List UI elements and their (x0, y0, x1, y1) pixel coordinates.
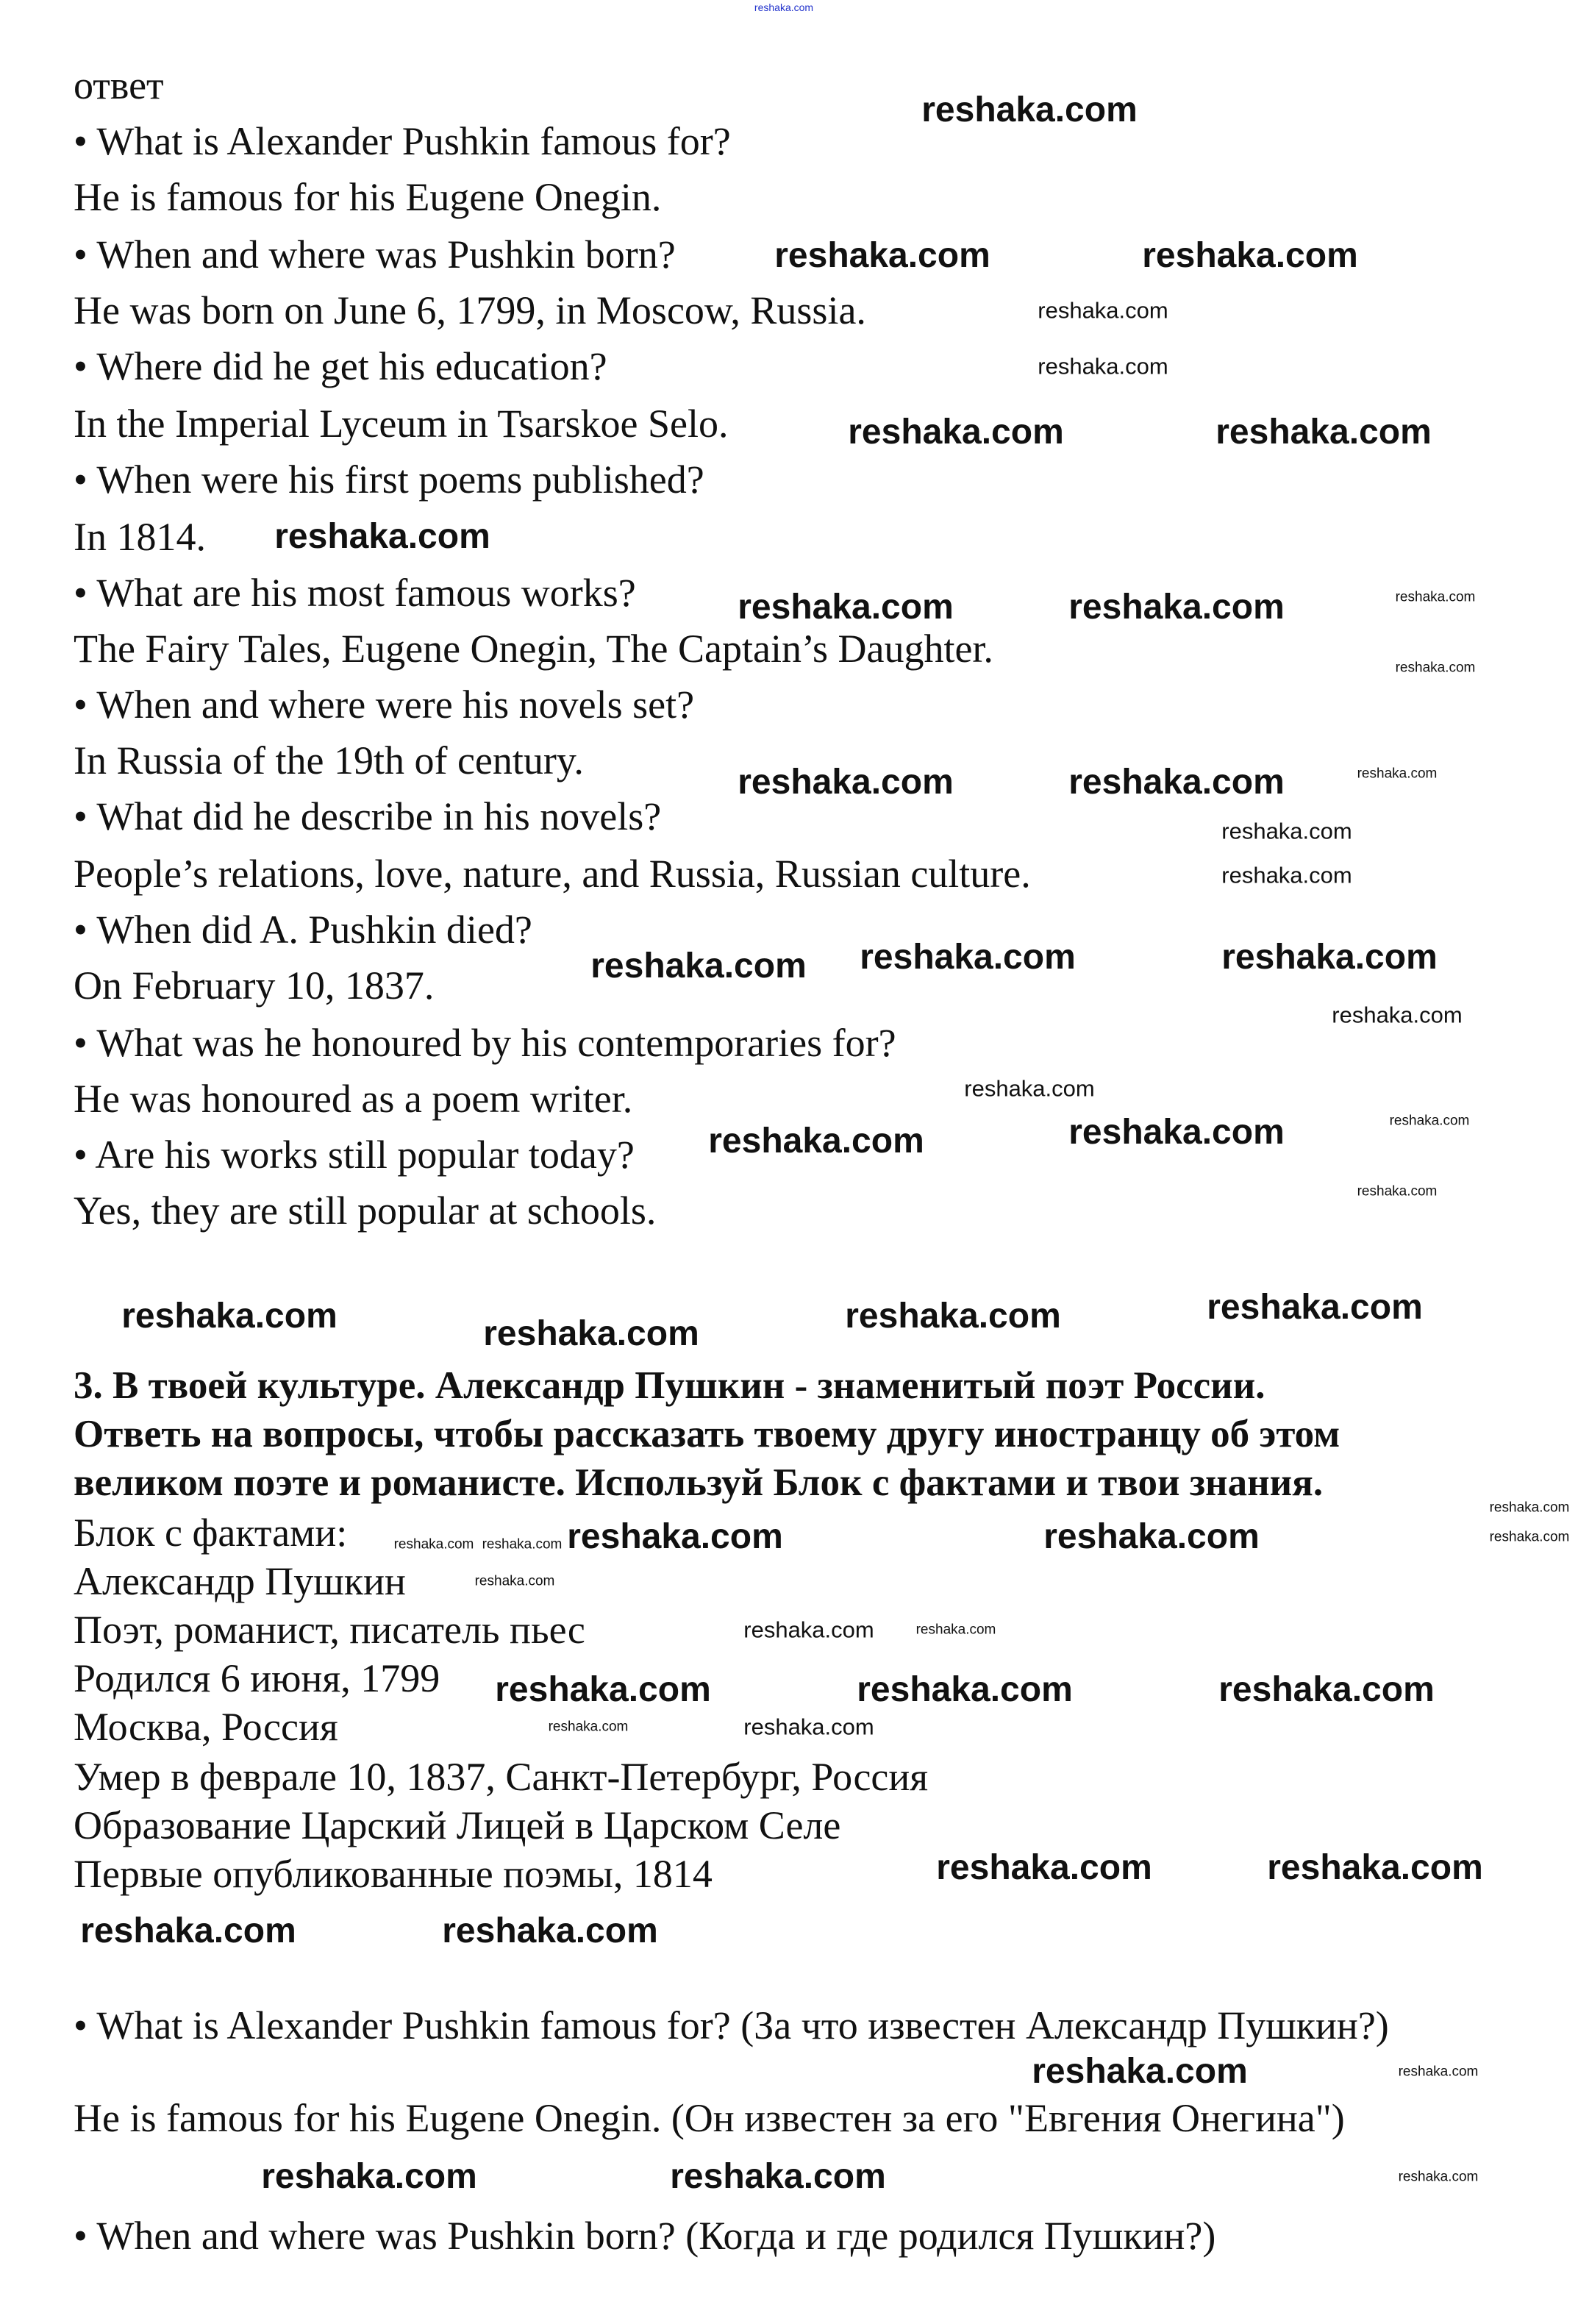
task-heading-line: великом поэте и романисте. Используй Блок с фактами и твои знания. (74, 1461, 1324, 1504)
bilingual-line: He is famous for his Eugene Onegin. (Он известен за его "Евгения Онегина") (74, 2096, 1345, 2140)
watermark: reshaka.com (1207, 1288, 1423, 1327)
watermark: reshaka.com (80, 1911, 296, 1950)
question-line: • What is Alexander Pushkin famous for? (74, 119, 731, 163)
watermark: reshaka.com (548, 1719, 629, 1735)
watermark: reshaka.com (1215, 413, 1432, 452)
question-line: • When were his first poems published? (74, 457, 704, 502)
watermark: reshaka.com (261, 2157, 477, 2196)
question-line: • What was he honoured by his contemporaries for? (74, 1021, 896, 1065)
answer-line: On February 10, 1837. (74, 963, 435, 1008)
watermark: reshaka.com (738, 763, 954, 802)
watermark: reshaka.com (1043, 1517, 1260, 1556)
fact-line: Умер в феврале 10, 1837, Санкт-Петербург, Россия (74, 1755, 929, 1799)
watermark: reshaka.com (848, 413, 1064, 452)
question-line: • When and where were his novels set? (74, 682, 695, 727)
watermark: reshaka.com (860, 938, 1076, 977)
watermark: reshaka.com (474, 1573, 555, 1589)
watermark: reshaka.com (1395, 660, 1476, 676)
watermark: reshaka.com (1221, 818, 1352, 844)
watermark: reshaka.com (1038, 353, 1168, 379)
watermark: reshaka.com (743, 1617, 874, 1643)
watermark: reshaka.com (708, 1122, 924, 1161)
watermark: reshaka.com (1032, 2052, 1248, 2091)
watermark: reshaka.com (921, 90, 1138, 129)
answer-line: People’s relations, love, nature, and Russia, Russian culture. (74, 852, 1031, 896)
watermark: reshaka.com (274, 517, 490, 556)
watermark: reshaka.com (1332, 1002, 1463, 1028)
fact-line: Образование Царский Лицей в Царском Селе (74, 1803, 841, 1847)
task-heading-line: Ответь на вопросы, чтобы рассказать твоему другу иностранцу об этом (74, 1413, 1340, 1455)
bilingual-line: • What is Alexander Pushkin famous for? (За что известен Александр Пушкин?) (74, 2003, 1389, 2047)
question-line: • Are his works still popular today? (74, 1133, 635, 1177)
watermark: reshaka.com (482, 1536, 563, 1553)
watermark: reshaka.com (1389, 1113, 1470, 1129)
answer-line: Yes, they are still popular at schools. (74, 1188, 657, 1233)
watermark: reshaka.com (1142, 236, 1358, 275)
watermark: reshaka.com (845, 1297, 1061, 1336)
question-line: • What did he describe in his novels? (74, 794, 662, 838)
watermark: reshaka.com (936, 1848, 1152, 1887)
fact-line: Поэт, романист, писатель пьес (74, 1608, 585, 1652)
answer-line: In 1814. (74, 515, 206, 559)
watermark: reshaka.com (915, 1622, 996, 1638)
watermark: reshaka.com (857, 1670, 1073, 1709)
watermark: reshaka.com (1395, 589, 1476, 605)
bilingual-line: • When and where was Pushkin born? (Когда и где родился Пушкин?) (74, 2214, 1216, 2258)
question-line: • Where did he get his education? (74, 344, 607, 388)
watermark: reshaka.com (1038, 297, 1168, 324)
watermark: reshaka.com (1489, 1529, 1570, 1545)
watermark: reshaka.com (1068, 763, 1285, 802)
question-line: • When and where was Pushkin born? (74, 232, 676, 277)
watermark: reshaka.com (442, 1911, 658, 1950)
watermark: reshaka.com (1357, 766, 1438, 782)
watermark: reshaka.com (483, 1314, 699, 1353)
answer-line: In Russia of the 19th of century. (74, 738, 584, 783)
watermark: reshaka.com (1218, 1670, 1435, 1709)
watermark: reshaka.com (1357, 1183, 1438, 1200)
answer-line: He was born on June 6, 1799, in Moscow, Russia. (74, 288, 866, 332)
watermark: reshaka.com (1221, 938, 1438, 977)
fact-line: Родился 6 июня, 1799 (74, 1656, 440, 1700)
fact-line: Первые опубликованные поэмы, 1814 (74, 1852, 713, 1896)
question-line: • What are his most famous works? (74, 571, 636, 615)
watermark: reshaka.com (590, 947, 807, 985)
fact-line: Александр Пушкин (74, 1559, 406, 1603)
watermark: reshaka.com (774, 236, 990, 275)
answer-line: In the Imperial Lyceum in Tsarskoe Selo. (74, 402, 729, 446)
watermark: reshaka.com (1398, 2064, 1479, 2080)
watermark: reshaka.com (393, 1536, 474, 1553)
watermark: reshaka.com (1267, 1848, 1483, 1887)
watermark: reshaka.com (1398, 2169, 1479, 2185)
watermark: reshaka.com (1221, 862, 1352, 888)
question-line: • When did A. Pushkin died? (74, 908, 532, 952)
answer-line: He is famous for his Eugene Onegin. (74, 175, 662, 219)
watermark: reshaka.com (670, 2157, 886, 2196)
fact-line: Москва, Россия (74, 1705, 338, 1749)
answer-line: The Fairy Tales, Eugene Onegin, The Captain’s Daughter. (74, 627, 993, 671)
watermark: reshaka.com (738, 588, 954, 627)
facts-title: Блок с фактами: (74, 1511, 348, 1555)
watermark: reshaka.com (743, 1714, 874, 1740)
watermark: reshaka.com (567, 1517, 783, 1556)
watermark: reshaka.com (495, 1670, 711, 1709)
answer-line: He was honoured as a poem writer. (74, 1077, 633, 1121)
watermark: reshaka.com (1068, 1113, 1285, 1152)
task-heading-line: 3. В твоей культуре. Александр Пушкин - знаменитый поэт России. (74, 1364, 1265, 1407)
watermark: reshaka.com (1068, 588, 1285, 627)
watermark: reshaka.com (964, 1075, 1095, 1102)
watermark: reshaka.com (754, 1, 814, 13)
watermark: reshaka.com (1489, 1500, 1570, 1516)
watermark: reshaka.com (121, 1297, 338, 1336)
answer-label: ответ (74, 63, 164, 107)
